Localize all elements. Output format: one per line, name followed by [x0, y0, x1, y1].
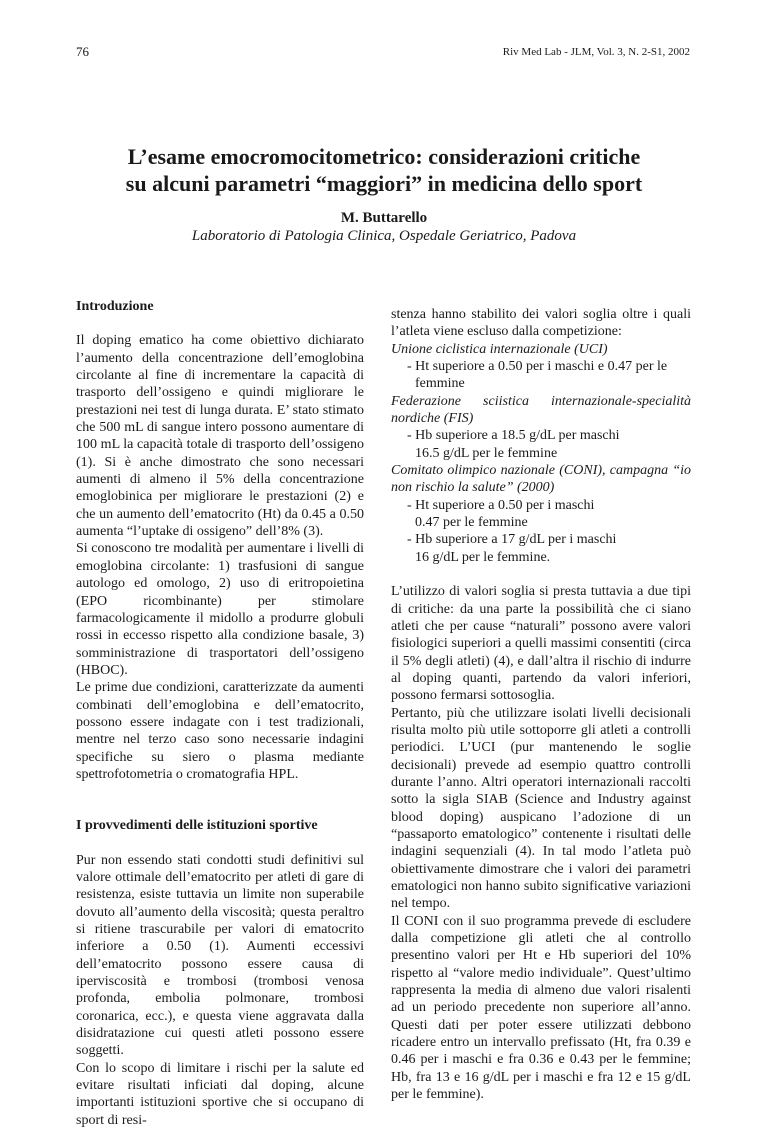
criteria-line: femmine — [415, 376, 465, 392]
page-number: 76 — [76, 44, 89, 59]
paragraph: Il doping ematico ha come obiettivo dichiarato l’aumento della concentrazione dell’emoglobina circolante al fine di incrementare la capacità di trasporto dell’ossigeno e quindi migliorare le prestazioni nei test di lunga durata. E’ stato stimato che 500 mL di sangue intero possono aumentare di 100 mL la capacità totale di trasporto dell’ossigeno (1). Si è anche dimostrato che sono necessari aumenti di almeno il 5% della concentrazione emoglobinica per migliorare le prestazioni (2) e che un aumento dell’ematocrito (Ht) da 0.45 a 0.50 aumenta “l’uptake di ossigeno” dell’8% (3). — [76, 333, 364, 540]
author: M. Buttarello — [340, 210, 428, 226]
criteria-line: - Ht superiore a 0.50 per i maschi e 0.47 per le — [407, 359, 668, 375]
affiliation: Laboratorio di Patologia Clinica, Ospedale Geriatrico, Padova — [191, 228, 577, 244]
left-column — [76, 298, 364, 1129]
article-title — [0, 143, 768, 197]
criteria-line: - Hb superiore a 18.5 g/dL per maschi — [407, 428, 620, 444]
criteria-line: 16.5 g/dL per le femmine — [415, 445, 558, 461]
paragraph: Si conoscono tre modalità per aumentare i livelli di emoglobina circolante: 1) trasfusioni di sangue autologo ed omologo, 2) uso di eritropoietina (EPO ricombinante) per stimolare farmacologicamente il midollo a produrre globuli rossi in eccesso rispetto alla condizione basale, 3) somministrazione di trasportatori dell’ossigeno (HBOC). — [76, 541, 364, 678]
criteria-uci-name: Unione ciclistica internazionale (UCI) — [391, 341, 608, 357]
paragraph: stenza hanno stabilito dei valori soglia oltre i quali l’atleta viene escluso dalla competizione: — [391, 307, 691, 340]
right-column — [391, 306, 691, 1103]
criteria-fis-name: Federazione sciistica internazionale-specialità nordiche (FIS) — [391, 393, 691, 427]
section-heading-provvedimenti: I provvedimenti delle istituzioni sportive — [76, 818, 318, 834]
criteria-coni-name: Comitato olimpico nazionale (CONI), campagna “io non rischio la salute” (2000) — [391, 463, 691, 496]
title-line-2: su alcuni parametri “maggiori” in medicina dello sport — [125, 171, 643, 196]
running-head: Riv Med Lab - JLM, Vol. 3, N. 2-S1, 2002 — [502, 46, 690, 58]
criteria-line: 0.47 per le femmine — [415, 515, 528, 531]
paragraph: Il CONI con il suo programma prevede di escludere dalla competizione gli atleti che al controllo presentino valori per Ht e Hb superiori del 10% rispetto al “valore medio individuale”. Quest’ultimo rappresenta la media di almeno due valori risalenti ad un periodo precedente non superiore all’anno. Questi dati per poter essere utilizzati debbono ricadere entro un intervallo prefissato (Ht, fra 0.39 e 0.46 per i maschi e fra 0.36 e 0.43 per le femmine; Hb, fra 13 e 16 g/dL per i maschi e fra 12 e 15 g/dL per le femmine). — [391, 913, 691, 1103]
criteria-line: - Hb superiore a 17 g/dL per i maschi — [407, 532, 617, 548]
paragraph: Le prime due condizioni, caratterizzate da aumenti combinati dell’emoglobina e dell’ematocrito, possono essere indagate con i test tradizionali, mentre nel terzo caso sono necessarie indagini specifiche su siero o plasma mediante spettrofotometria o cromatografia HPL. — [76, 680, 364, 782]
criteria-line: 16 g/dL per le femmine. — [415, 549, 551, 565]
section-heading-introduzione: Introduzione — [76, 299, 154, 314]
paragraph: Con lo scopo di limitare i rischi per la salute ed evitare risultati inficiati dal doping, alcune importanti istituzioni sportive che si occupano di sport di resi- — [76, 1060, 364, 1128]
paragraph: L’utilizzo di valori soglia si presta tuttavia a due tipi di critiche: da una parte la possibilità che ci siano atleti che per cause “naturali” possono avere valori fisiologici superiori a quelli massimi consentiti (circa il 5% degli atleti) (4), e dall’altra il rischio di indurre al doping quanti, partendo da valori inferiori, possono fermarsi sottosoglia. — [391, 584, 691, 704]
paragraph: Pertanto, più che utilizzare isolati livelli decisionali risulta molto più utile sottoporre gli atleti a controlli periodici. L’UCI (pur mantenendo le soglie decisionali) prevede ad esempio quattro controlli durante l’anno. Altri operatori internazionali raccolti sotto la sigla SIAB (Science and Industry against blood doping) auspicano l’adozione di un “passaporto ematologico” contenente i risultati delle indagini sequenziali (4). In tal modo l’atleta può obiettivamente dimostrare che i valori dei parametri ematologici non hanno subito significative variazioni nel tempo. — [391, 705, 691, 912]
title-line-1: L’esame emocromocitometrico: considerazioni critiche — [127, 144, 641, 169]
criteria-line: - Ht superiore a 0.50 per i maschi — [407, 497, 595, 513]
paragraph: Pur non essendo stati condotti studi definitivi sul valore ottimale dell’ematocrito per atleti di gare di resistenza, esiste tuttavia un limite non superabile dovuto all’aumento della viscosità; questa peraltro si ritiene trascurabile per valori di ematocrito inferiore a 0.50 (1). Aumenti eccessivi dell’ematocrito possono essere causa di iperviscosità e trombosi (trombosi venosa profonda, embolia polmonare, trombosi coronarica, ecc.), e questa viene aggravata dalla disidratazione cui questi atleti possono essere soggetti. — [76, 852, 364, 1059]
